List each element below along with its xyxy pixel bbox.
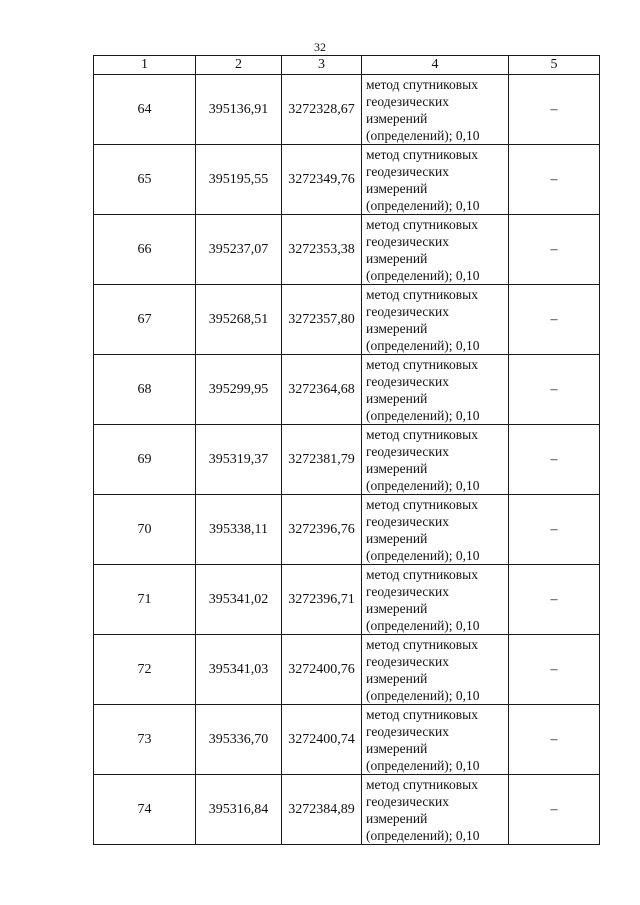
method-line: измерений bbox=[366, 180, 428, 196]
table-row bbox=[94, 635, 600, 705]
coordinate-y-cell: 3272400,76 bbox=[282, 635, 362, 705]
table-row bbox=[94, 565, 600, 635]
column-header: 2 bbox=[196, 56, 282, 75]
coordinate-x-cell: 395319,37 bbox=[196, 425, 282, 495]
coordinate-x-cell: 395136,91 bbox=[196, 75, 282, 145]
method-line: геодезических bbox=[366, 793, 449, 809]
coordinate-x-cell: 395195,55 bbox=[196, 145, 282, 215]
method-cell bbox=[362, 75, 509, 145]
method-line: измерений bbox=[366, 600, 428, 616]
note-cell: – bbox=[509, 495, 600, 565]
method-line: геодезических bbox=[366, 653, 449, 669]
method-line: (определений); 0,10 bbox=[366, 617, 480, 633]
table-row bbox=[94, 425, 600, 495]
note-cell: – bbox=[509, 145, 600, 215]
method-line: (определений); 0,10 bbox=[366, 547, 480, 563]
method-line: геодезических bbox=[366, 303, 449, 319]
note-cell: – bbox=[509, 215, 600, 285]
method-line: геодезических bbox=[366, 513, 449, 529]
method-line: (определений); 0,10 bbox=[366, 757, 480, 773]
table-header-row bbox=[94, 56, 600, 75]
coordinate-x-cell: 395316,84 bbox=[196, 775, 282, 845]
note-cell: – bbox=[509, 355, 600, 425]
method-line: метод спутниковых bbox=[366, 146, 478, 162]
coordinate-y-cell: 3272381,79 bbox=[282, 425, 362, 495]
note-cell: – bbox=[509, 75, 600, 145]
method-cell bbox=[362, 705, 509, 775]
point-number-cell: 65 bbox=[94, 145, 196, 215]
method-line: метод спутниковых bbox=[366, 426, 478, 442]
note-cell: – bbox=[509, 285, 600, 355]
method-cell bbox=[362, 775, 509, 845]
note-cell: – bbox=[509, 635, 600, 705]
coordinate-x-cell: 395336,70 bbox=[196, 705, 282, 775]
table-row bbox=[94, 775, 600, 845]
coordinate-y-cell: 3272364,68 bbox=[282, 355, 362, 425]
coordinate-y-cell: 3272349,76 bbox=[282, 145, 362, 215]
method-cell bbox=[362, 495, 509, 565]
method-line: измерений bbox=[366, 460, 428, 476]
method-line: измерений bbox=[366, 810, 428, 826]
method-line: метод спутниковых bbox=[366, 356, 478, 372]
point-number-cell: 69 bbox=[94, 425, 196, 495]
method-cell bbox=[362, 285, 509, 355]
method-line: геодезических bbox=[366, 443, 449, 459]
method-line: метод спутниковых bbox=[366, 496, 478, 512]
method-line: (определений); 0,10 bbox=[366, 127, 480, 143]
method-line: геодезических bbox=[366, 723, 449, 739]
method-line: метод спутниковых bbox=[366, 76, 478, 92]
coordinate-y-cell: 3272353,38 bbox=[282, 215, 362, 285]
method-line: измерений bbox=[366, 670, 428, 686]
point-number-cell: 72 bbox=[94, 635, 196, 705]
coordinate-y-cell: 3272384,89 bbox=[282, 775, 362, 845]
method-line: измерений bbox=[366, 530, 428, 546]
method-cell bbox=[362, 145, 509, 215]
method-line: (определений); 0,10 bbox=[366, 197, 480, 213]
method-line: (определений); 0,10 bbox=[366, 687, 480, 703]
coordinate-x-cell: 395268,51 bbox=[196, 285, 282, 355]
method-line: измерений bbox=[366, 390, 428, 406]
point-number-cell: 73 bbox=[94, 705, 196, 775]
coordinate-y-cell: 3272400,74 bbox=[282, 705, 362, 775]
method-line: геодезических bbox=[366, 163, 449, 179]
table-row bbox=[94, 355, 600, 425]
coordinate-x-cell: 395338,11 bbox=[196, 495, 282, 565]
table-row bbox=[94, 215, 600, 285]
method-line: метод спутниковых bbox=[366, 566, 478, 582]
method-line: метод спутниковых bbox=[366, 776, 478, 792]
page-number: 32 bbox=[314, 40, 326, 54]
method-cell bbox=[362, 425, 509, 495]
table-row bbox=[94, 705, 600, 775]
note-cell: – bbox=[509, 565, 600, 635]
method-line: геодезических bbox=[366, 583, 449, 599]
column-header: 5 bbox=[509, 56, 600, 75]
column-header: 1 bbox=[94, 56, 196, 75]
point-number-cell: 64 bbox=[94, 75, 196, 145]
method-line: метод спутниковых bbox=[366, 286, 478, 302]
table-body bbox=[94, 75, 600, 845]
coordinate-y-cell: 3272396,76 bbox=[282, 495, 362, 565]
table-row bbox=[94, 145, 600, 215]
coordinate-x-cell: 395237,07 bbox=[196, 215, 282, 285]
method-line: (определений); 0,10 bbox=[366, 337, 480, 353]
note-cell: – bbox=[509, 425, 600, 495]
method-cell bbox=[362, 565, 509, 635]
point-number-cell: 68 bbox=[94, 355, 196, 425]
coordinate-x-cell: 395341,03 bbox=[196, 635, 282, 705]
coordinate-y-cell: 3272396,71 bbox=[282, 565, 362, 635]
table-row bbox=[94, 495, 600, 565]
point-number-cell: 66 bbox=[94, 215, 196, 285]
method-cell bbox=[362, 355, 509, 425]
point-number-cell: 74 bbox=[94, 775, 196, 845]
method-line: измерений bbox=[366, 250, 428, 266]
method-line: измерений bbox=[366, 110, 428, 126]
note-cell: – bbox=[509, 775, 600, 845]
coordinate-x-cell: 395341,02 bbox=[196, 565, 282, 635]
coordinate-y-cell: 3272357,80 bbox=[282, 285, 362, 355]
method-line: геодезических bbox=[366, 233, 449, 249]
method-line: измерений bbox=[366, 740, 428, 756]
method-line: геодезических bbox=[366, 373, 449, 389]
column-header: 4 bbox=[362, 56, 509, 75]
method-line: метод спутниковых bbox=[366, 706, 478, 722]
method-line: геодезических bbox=[366, 93, 449, 109]
method-cell bbox=[362, 215, 509, 285]
method-cell bbox=[362, 635, 509, 705]
method-line: (определений); 0,10 bbox=[366, 267, 480, 283]
method-line: (определений); 0,10 bbox=[366, 477, 480, 493]
table-row bbox=[94, 75, 600, 145]
coordinates-table bbox=[93, 55, 600, 845]
point-number-cell: 70 bbox=[94, 495, 196, 565]
method-line: (определений); 0,10 bbox=[366, 407, 480, 423]
table-row bbox=[94, 285, 600, 355]
note-cell: – bbox=[509, 705, 600, 775]
method-line: измерений bbox=[366, 320, 428, 336]
point-number-cell: 67 bbox=[94, 285, 196, 355]
method-line: метод спутниковых bbox=[366, 216, 478, 232]
method-line: (определений); 0,10 bbox=[366, 827, 480, 843]
point-number-cell: 71 bbox=[94, 565, 196, 635]
coordinate-y-cell: 3272328,67 bbox=[282, 75, 362, 145]
method-line: метод спутниковых bbox=[366, 636, 478, 652]
coordinate-x-cell: 395299,95 bbox=[196, 355, 282, 425]
column-header: 3 bbox=[282, 56, 362, 75]
